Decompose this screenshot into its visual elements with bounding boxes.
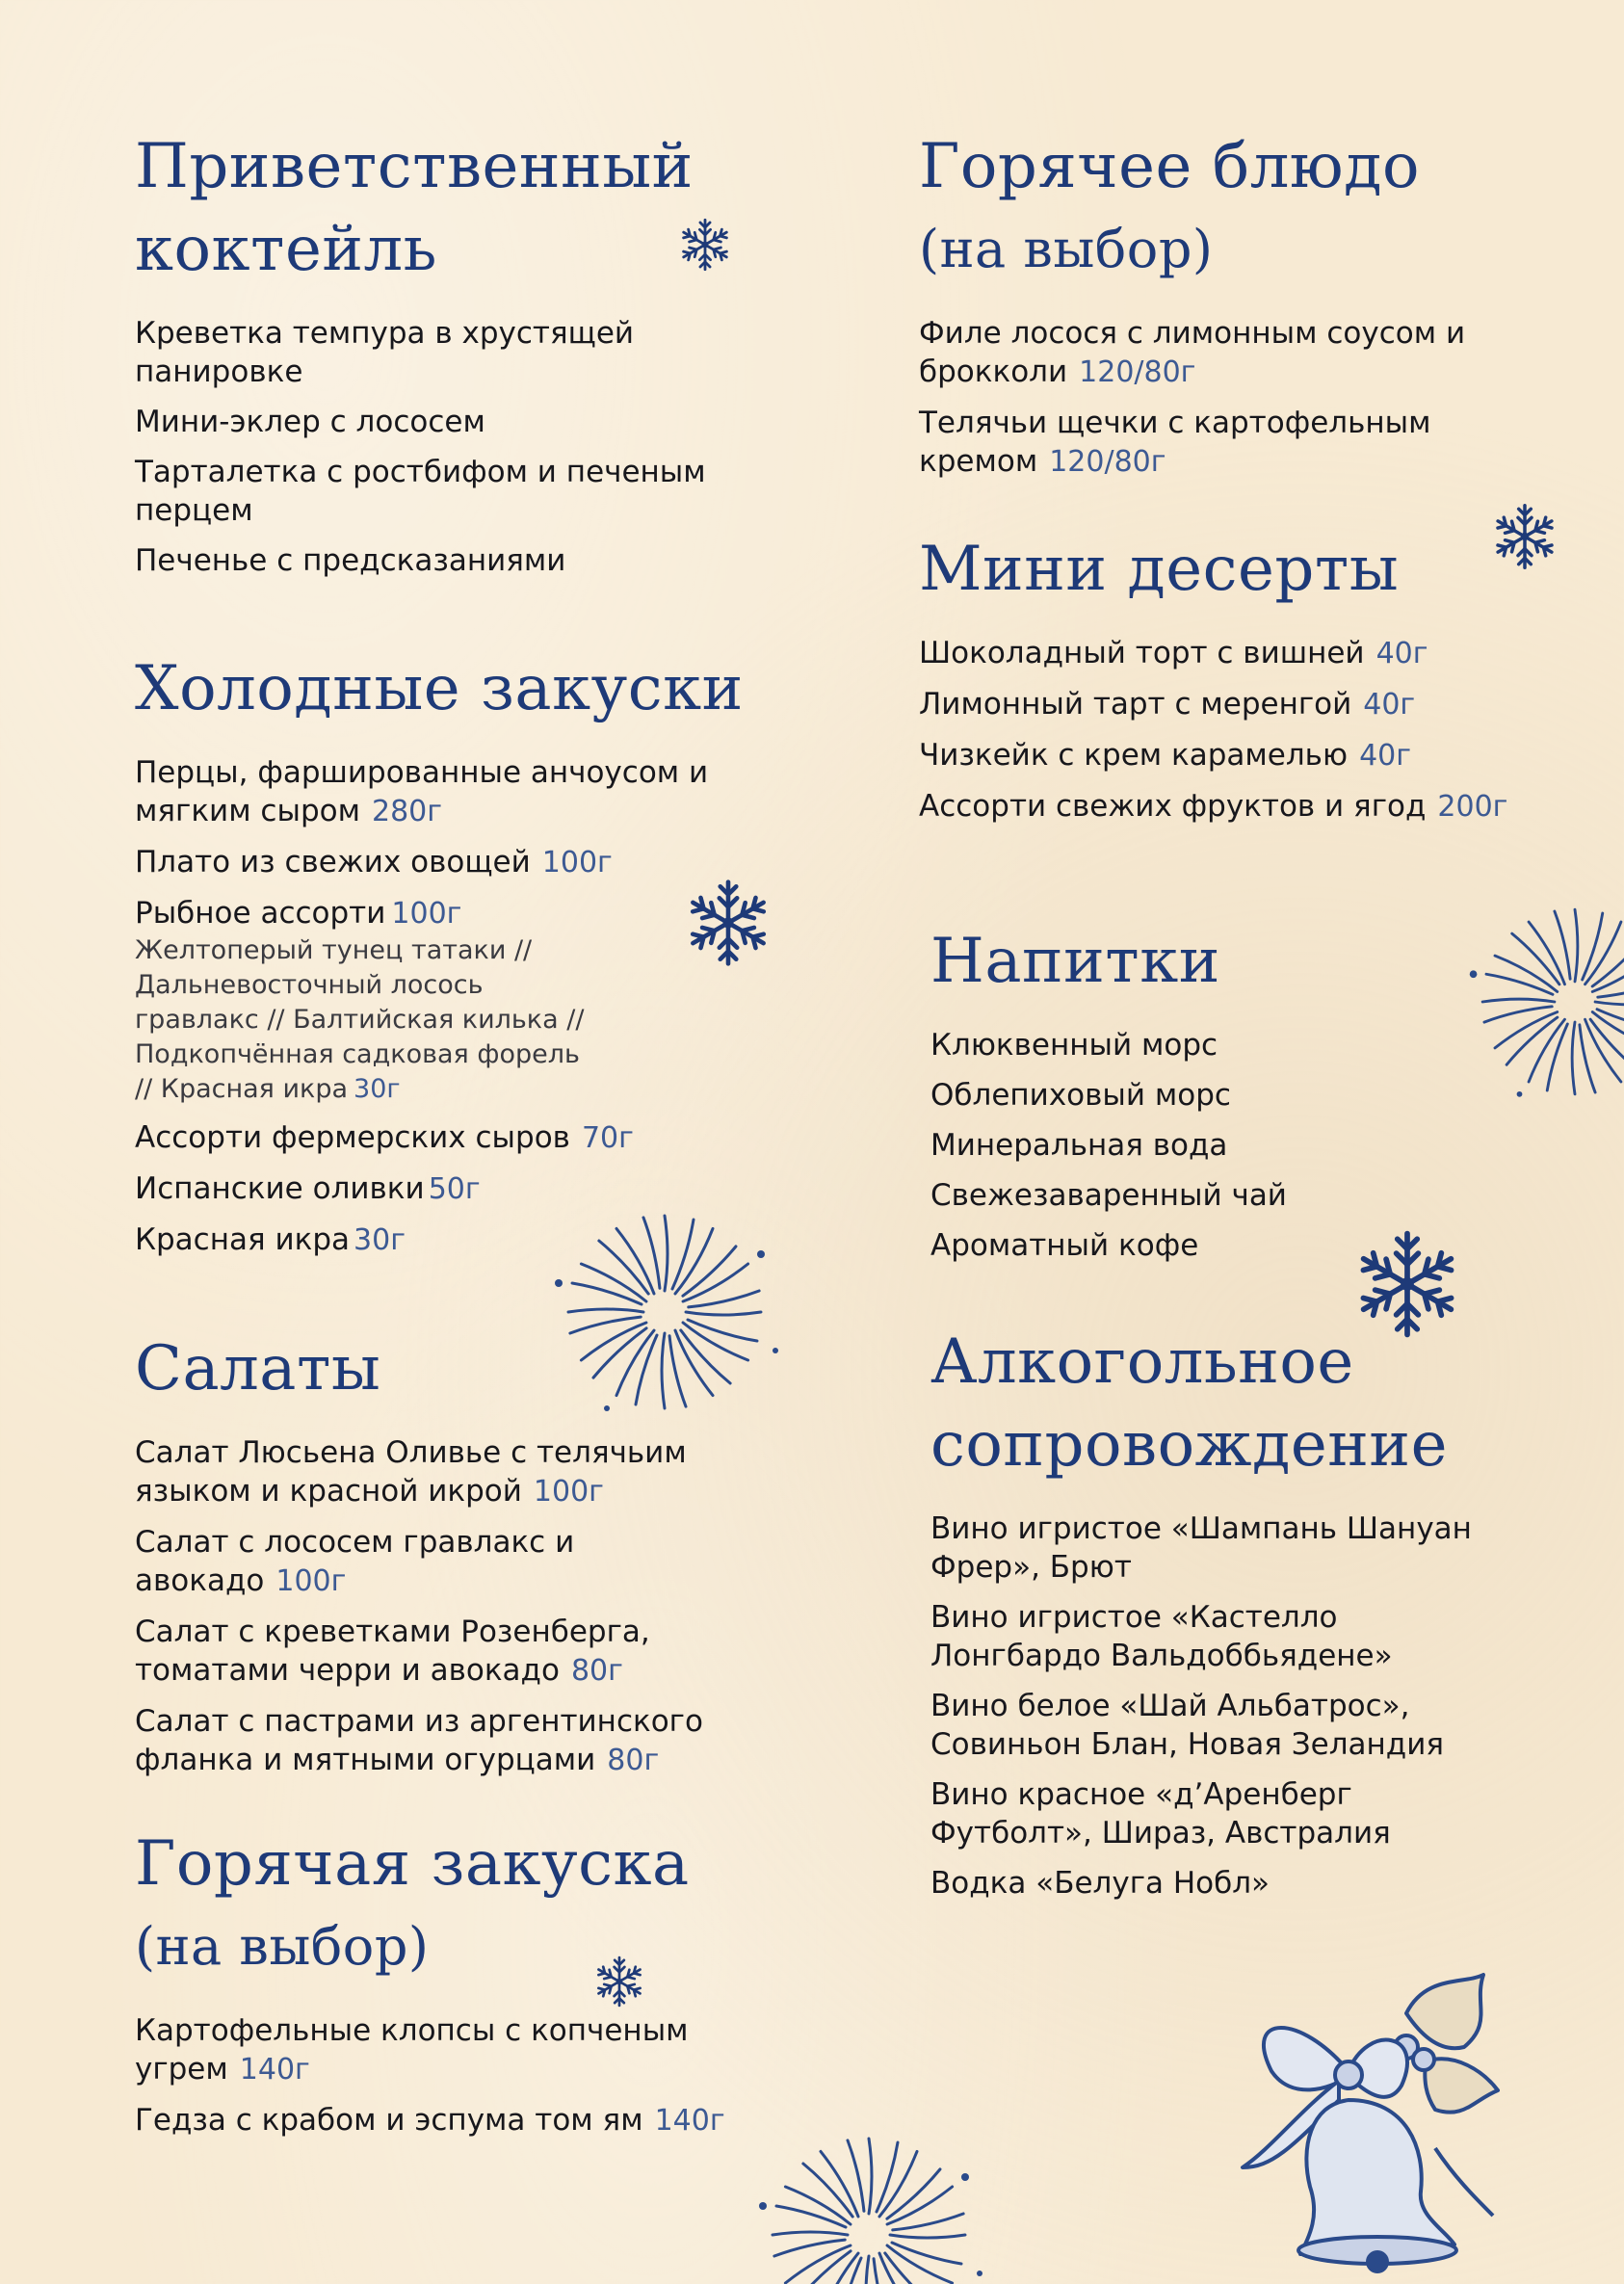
item-name: Вино игристое «Кастелло Лонгбардо Вальдоббьядене» xyxy=(930,1600,1393,1673)
menu-list xyxy=(135,753,751,1260)
item-name: Тарталетка с ростбифом и печеным перцем xyxy=(135,455,706,528)
menu-item xyxy=(919,314,1497,392)
section-cold-appetizers xyxy=(135,647,751,1260)
section-heading xyxy=(919,125,1535,291)
section-heading: Приветственный коктейль xyxy=(135,131,694,285)
item-weight: 120/80г xyxy=(1049,445,1166,479)
item-weight: 80г xyxy=(607,1744,660,1777)
snowflake-icon xyxy=(593,1956,645,2008)
item-name: Мини-эклер с лососем xyxy=(135,405,485,439)
heading-main: Горячая закуска xyxy=(135,1828,690,1900)
menu-item xyxy=(930,1126,1528,1165)
item-name: Вино белое «Шай Альбатрос», Совиньон Блан, Новая Зеландия xyxy=(930,1689,1445,1762)
menu-item xyxy=(919,736,1535,775)
menu-item xyxy=(930,1775,1431,1852)
item-name: Салат с пастрами из аргентинского фланка и мятными огурцами xyxy=(135,1704,703,1777)
item-name: Ароматный кофе xyxy=(930,1228,1199,1263)
item-name: Лимонный тарт с меренгой xyxy=(919,687,1352,722)
menu-list xyxy=(135,1433,751,1780)
section-heading: Мини десерты xyxy=(919,534,1400,605)
item-weight: 40г xyxy=(1375,637,1428,670)
item-name: Ассорти свежих фруктов и ягод xyxy=(919,789,1427,824)
item-name: Желтоперый тунец татаки // Дальневосточный лосось гравлакс // Балтийская килька // Подкопчённая садковая форель // Красная икра xyxy=(135,935,585,1104)
menu-item xyxy=(135,314,751,391)
item-weight: 40г xyxy=(1363,688,1416,722)
snowflake-icon xyxy=(1491,503,1559,570)
item-name: Водка «Белуга Нобл» xyxy=(930,1866,1270,1901)
item-name: Испанские оливки xyxy=(135,1171,425,1206)
menu-item xyxy=(135,1523,588,1601)
menu-item xyxy=(135,894,751,933)
menu-item xyxy=(930,1687,1470,1764)
item-name: Гедза с крабом и эспума том ям xyxy=(135,2103,643,2138)
item-name: Красная икра xyxy=(135,1222,351,1257)
item-weight: 100г xyxy=(533,1475,604,1509)
snowflake-icon xyxy=(678,218,732,272)
item-weight: 40г xyxy=(1359,739,1411,773)
menu-item xyxy=(135,843,751,882)
item-name: Вино игристое «Шампань Шануан Фрер», Брют xyxy=(930,1511,1472,1585)
menu-item xyxy=(135,1702,751,1780)
menu-item-detail xyxy=(135,933,597,1107)
item-name: Печенье с предсказаниями xyxy=(135,543,566,578)
menu-item xyxy=(919,685,1535,724)
item-weight: 200г xyxy=(1437,790,1508,824)
snowflake-icon xyxy=(1352,1229,1462,1339)
menu-item xyxy=(135,1433,732,1511)
item-name: Салат с лососем гравлакс и авокадо xyxy=(135,1525,575,1598)
item-name: Салат Люсьена Оливье с телячьим языком и красной икрой xyxy=(135,1435,687,1509)
heading-sub: (на выбор) xyxy=(135,1916,430,1977)
menu-item xyxy=(135,1613,732,1691)
section-heading: Напитки xyxy=(930,926,1220,997)
menu-item xyxy=(919,404,1458,482)
right-column-lower xyxy=(930,920,1528,1914)
item-weight: 30г xyxy=(354,1223,406,1257)
menu-item xyxy=(930,1176,1528,1215)
section-mini-desserts xyxy=(919,528,1535,827)
item-name: Ассорти фермерских сыров xyxy=(135,1120,570,1155)
item-weight: 80г xyxy=(570,1654,623,1688)
item-weight: 280г xyxy=(371,795,443,828)
item-name: Креветка темпура в хрустящей панировке xyxy=(135,316,635,389)
menu-item xyxy=(135,2011,713,2089)
item-weight: 140г xyxy=(239,2053,310,2087)
item-weight: 30г xyxy=(354,1074,401,1104)
menu-item xyxy=(135,453,751,530)
item-name: Чизкейк с крем карамелью xyxy=(919,738,1349,773)
item-weight: 100г xyxy=(391,897,462,931)
section-heading xyxy=(135,1823,751,1988)
menu-item xyxy=(930,1076,1528,1115)
item-name: Салат с креветками Розенберга, томатами черри и авокадо xyxy=(135,1615,650,1688)
item-name: Клюквенный морс xyxy=(930,1028,1218,1063)
item-weight: 120/80г xyxy=(1079,355,1196,389)
menu-list xyxy=(930,1510,1528,1903)
firework-icon xyxy=(744,2110,994,2284)
item-name: Картофельные клопсы с копченым угрем xyxy=(135,2013,689,2087)
item-name: Облепиховый морс xyxy=(930,1078,1231,1113)
firework-icon xyxy=(1464,877,1624,1127)
item-name: Шоколадный торт с вишней xyxy=(919,636,1365,670)
section-alcohol xyxy=(930,1321,1528,1903)
menu-item xyxy=(135,541,751,580)
menu-item xyxy=(930,1598,1470,1675)
item-name: Филе лосося с лимонным соусом и брокколи xyxy=(919,316,1466,389)
menu-list xyxy=(919,634,1535,827)
item-name: Вино красное «д’Аренберг Футболт», Шираз, Австралия xyxy=(930,1777,1391,1851)
item-name: Плато из свежих овощей xyxy=(135,845,531,879)
menu-item xyxy=(930,1510,1489,1587)
heading-sub: (на выбор) xyxy=(919,219,1214,279)
section-heading: Холодные закуски xyxy=(135,653,744,724)
menu-item xyxy=(919,634,1535,673)
menu-list xyxy=(919,314,1535,482)
heading-main: Горячее блюдо xyxy=(919,131,1420,202)
menu-item xyxy=(135,1118,751,1158)
menu-item xyxy=(135,753,751,831)
firework-icon xyxy=(549,1196,780,1428)
section-heading: Алкогольное сопровождение xyxy=(930,1326,1448,1481)
item-name: Свежезаваренный чай xyxy=(930,1178,1287,1213)
section-hot-appetizer xyxy=(135,1823,751,2140)
right-column-upper xyxy=(919,125,1535,838)
section-main-course xyxy=(919,125,1535,482)
item-weight: 70г xyxy=(581,1121,634,1155)
section-drinks xyxy=(930,920,1528,1265)
menu-list xyxy=(135,314,751,580)
item-name: Перцы, фаршированные анчоусом и мягким сыром xyxy=(135,755,709,828)
menu-item xyxy=(919,787,1535,827)
section-heading: Салаты xyxy=(135,1333,381,1405)
item-weight: 100г xyxy=(541,846,613,879)
item-weight: 100г xyxy=(275,1564,347,1598)
item-name: Рыбное ассорти xyxy=(135,896,386,931)
section-welcome-cocktail xyxy=(135,125,751,580)
menu-item xyxy=(930,1864,1528,1903)
menu-item xyxy=(135,2101,751,2140)
menu-item xyxy=(930,1026,1528,1064)
item-weight: 140г xyxy=(654,2104,725,2138)
left-column xyxy=(135,125,751,2152)
bell-icon xyxy=(1204,1956,1512,2273)
menu-item xyxy=(135,403,751,441)
menu-list xyxy=(135,2011,751,2140)
snowflake-icon xyxy=(684,879,773,967)
item-weight: 50г xyxy=(428,1172,481,1206)
item-name: Телячьи щечки с картофельным кремом xyxy=(919,406,1431,479)
item-name: Минеральная вода xyxy=(930,1128,1228,1163)
